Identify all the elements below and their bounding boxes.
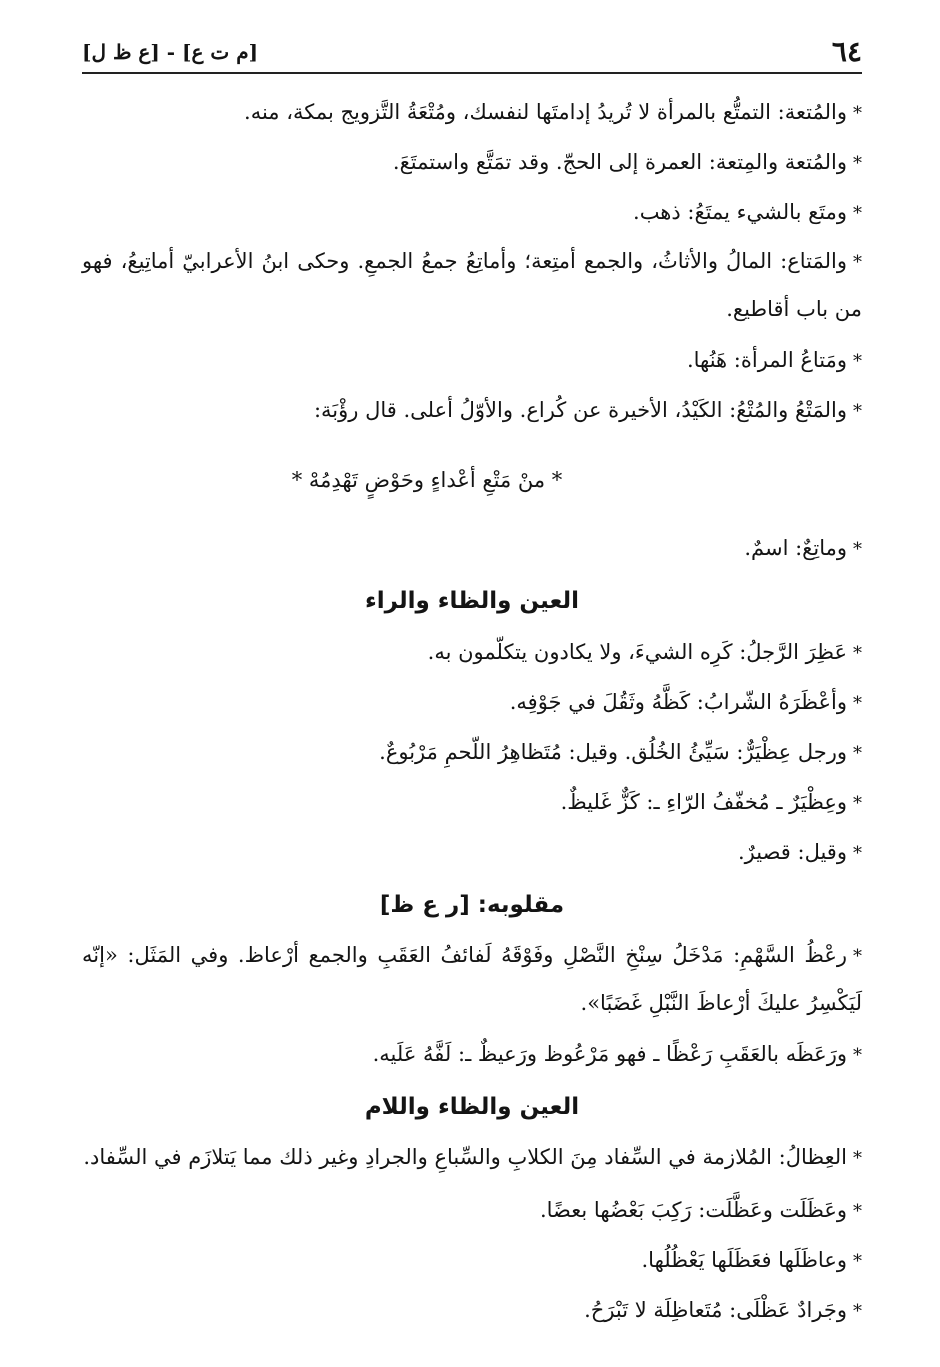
asterisk-bullet: *	[853, 643, 862, 664]
entry-text: ورجل عِظْيَرٌّ: سَيِّئُ الخُلُق. وقيل: مُتَظاهِرُ اللّحمِ مَرْبُوعٌ.	[379, 740, 847, 764]
dictionary-entry	[82, 1236, 862, 1286]
asterisk-bullet: *	[853, 693, 862, 714]
entry-text: العِظالُ: المُلازمة في السِّفاد مِنَ الكلابِ والسِّباعِ والجرادِ وغير ذلك مما يَتلازَم في السِّفاد.	[83, 1145, 847, 1169]
dictionary-entry	[82, 188, 862, 238]
page-number: ٦٤	[831, 35, 862, 68]
entry-text: رعْظُ السَّهْمِ: مَدْخَلُ سِنْخِ النَّصْلِ وفَوْقَهُ لَفائفُ العَقَبِ والجمع أرْعاظ. وفي المَثَل: «إنّه لَيَكْسِرُ عليكَ أرْعاظَ النَّبْلِ غَضَبًا».	[82, 943, 862, 1015]
asterisk-bullet: *	[853, 1201, 862, 1222]
dictionary-entry	[82, 1134, 862, 1182]
entry-text: والمَتْعُ والمُتْعُ: الكَيْدُ، الأخيرة عن كُراع. والأوّلُ أعلى. قال رؤْبَة:	[313, 398, 847, 422]
poetry-verse: * منْ مَتْعِ أعْداءٍ وحَوْضٍ تَهْدِمُهْ *	[291, 468, 563, 492]
page-content	[82, 88, 862, 1336]
dictionary-entry	[82, 828, 862, 878]
dictionary-entry	[82, 88, 862, 138]
section-heading: العين والظاء واللام	[364, 1094, 580, 1120]
dictionary-entry	[82, 1286, 862, 1336]
dictionary-entry	[82, 1030, 862, 1080]
entry-text: وعاظَلَها فعَظَلَها يَعْظُلُها.	[641, 1248, 847, 1272]
dictionary-entry	[82, 778, 862, 828]
asterisk-bullet: *	[853, 153, 862, 174]
dictionary-entry	[82, 238, 862, 332]
entry-text: ورَعَظَه بالعَقَبِ رَعْظًا ـ فهو مَرْعُوظ ورَعيظٌ ـ: لَفَّهُ عَلَيه.	[372, 1042, 847, 1066]
dictionary-entry	[82, 728, 862, 778]
entry-text: وأعْظَرَهُ الشّرابُ: كَظَّهُ وثَقُلَ في جَوْفِه.	[509, 690, 847, 714]
entry-text: ومَتاعُ المرأة: هَنُها.	[686, 348, 847, 372]
dictionary-entry	[82, 336, 862, 386]
root-range-label: [م ت ع] - [ع ظ ل]	[82, 40, 259, 64]
asterisk-bullet: *	[853, 1148, 862, 1169]
entry-text: والمَتاع: المالُ والأثاثُ، والجمع أمتِعة؛ وأماتِعُ جمعُ الجمعِ. وحكى ابنُ الأعرابيّ أماتِيعُ، فهو من باب أقاطيع.	[82, 249, 862, 321]
asterisk-bullet: *	[853, 401, 862, 422]
asterisk-bullet: *	[853, 1251, 862, 1272]
entry-text: ومتَع بالشيء يمتَعُ: ذهب.	[633, 200, 847, 224]
asterisk-bullet: *	[853, 539, 862, 560]
entry-text: وماتِعٌ: اسمٌ.	[744, 536, 847, 560]
dictionary-entry	[82, 932, 862, 1026]
entry-text: والمُتعة والمِتعة: العمرة إلى الحجّ. وقد تمَتَّع واستمتَعَ.	[392, 150, 847, 174]
dictionary-entry	[82, 138, 862, 188]
asterisk-bullet: *	[853, 203, 862, 224]
asterisk-bullet: *	[853, 793, 862, 814]
dictionary-entry	[82, 678, 862, 728]
entry-text: وقيل: قصيرٌ.	[737, 840, 847, 864]
asterisk-bullet: *	[853, 103, 862, 124]
dictionary-entry	[82, 386, 862, 436]
asterisk-bullet: *	[853, 743, 862, 764]
entry-text: والمُتعة: التمتُّع بالمرأة لا تُريدُ إدامتَها لنفسك، ومُتْعَةُ التَّزويج بمكة، منه.	[244, 100, 847, 124]
entry-text: وعِظْيَرٌ ـ مُخفّفُ الرّاءِ ـ: كَزٌّ غَليظٌ.	[560, 790, 847, 814]
asterisk-bullet: *	[853, 946, 862, 967]
header-divider	[82, 72, 862, 74]
entry-text: وجَرادٌ عَظْلَى: مُتَعاظِلَة لا تَبْرَحُ.	[584, 1298, 847, 1322]
asterisk-bullet: *	[853, 252, 862, 273]
entry-text: عَظِرَ الرَّجلُ: كَرِه الشيءَ، ولا يكادون يتكلّمون به.	[427, 640, 847, 664]
asterisk-bullet: *	[853, 1045, 862, 1066]
asterisk-bullet: *	[853, 843, 862, 864]
section-heading: العين والظاء والراء	[365, 588, 579, 614]
dictionary-entry	[82, 628, 862, 678]
asterisk-bullet: *	[853, 1301, 862, 1322]
section-heading: مقلوبه: [ر ع ظ]	[379, 892, 565, 918]
dictionary-entry	[82, 1186, 862, 1236]
entry-text: وعَظَلَت وعَظَّلَت: رَكِبَ بَعْضُها بعضًا.	[539, 1198, 847, 1222]
page-header	[82, 36, 862, 68]
dictionary-entry	[82, 524, 862, 574]
asterisk-bullet: *	[853, 351, 862, 372]
